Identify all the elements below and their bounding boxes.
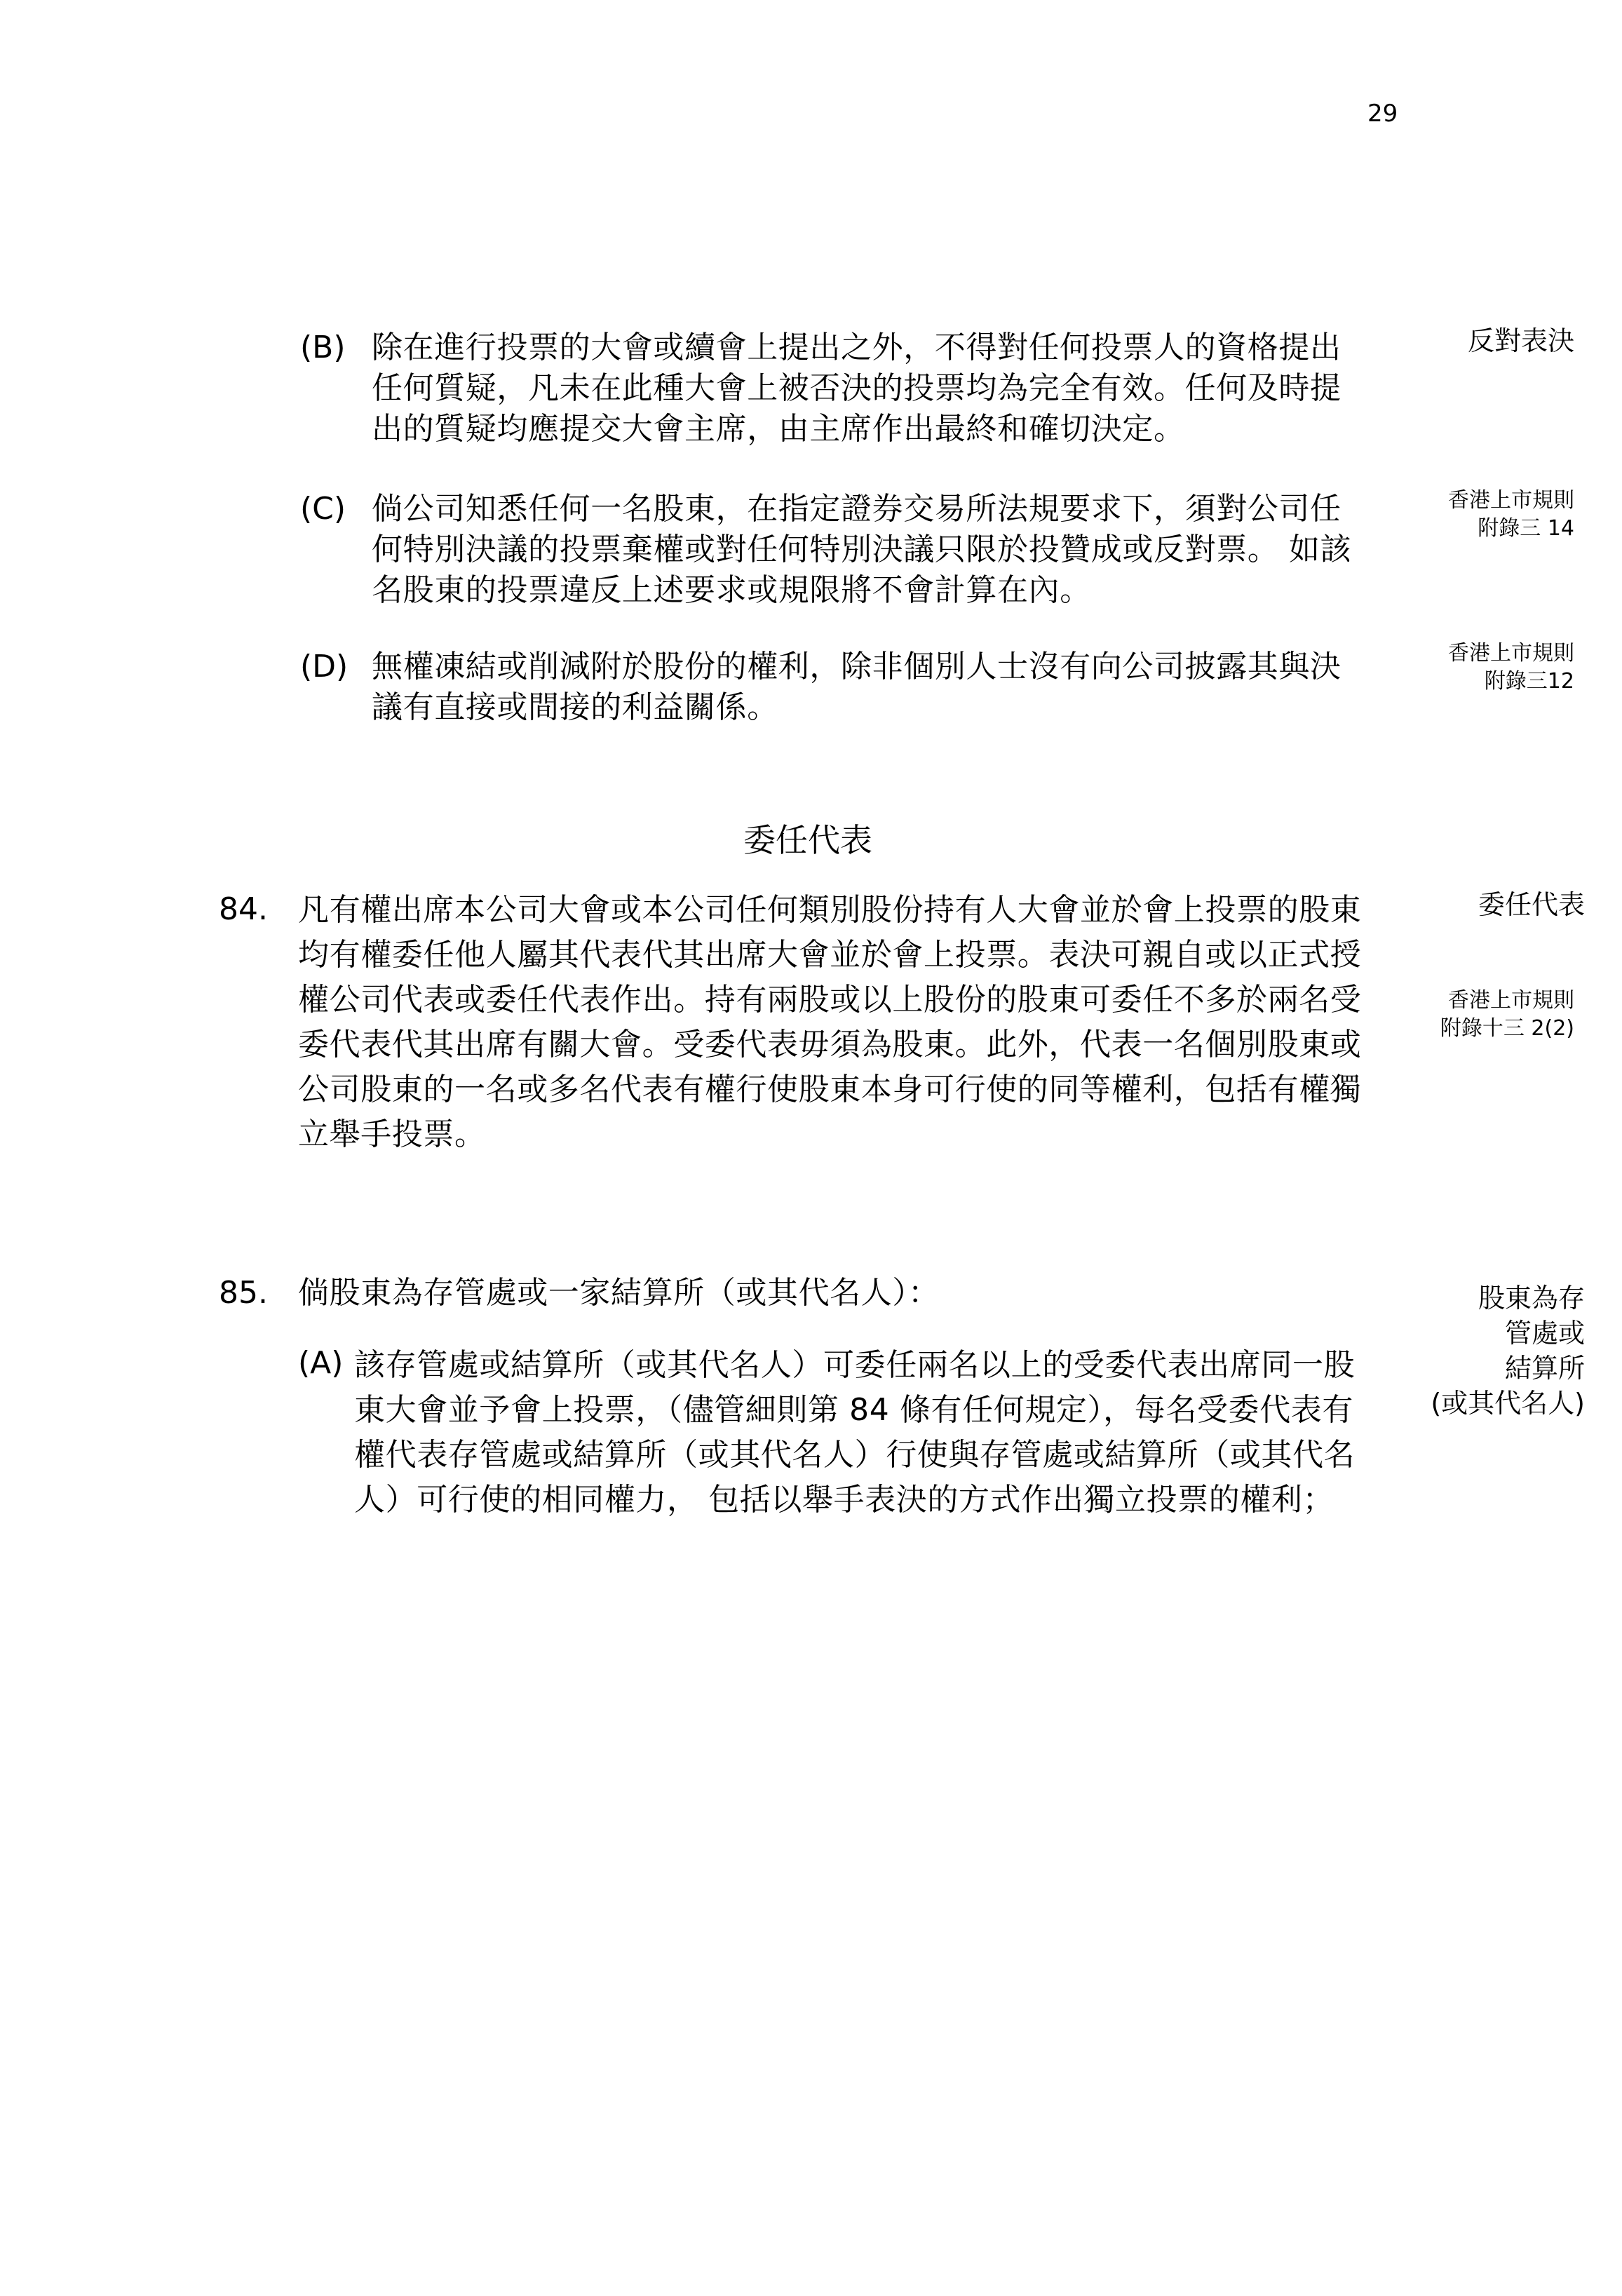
article-84-line: 均有權委任他人屬其代表代其出席大會並於會上投票。表決可親自或以正式授 <box>298 937 1362 973</box>
article-85-margin-note <box>1431 1281 1585 1421</box>
clause-b-label: (B) <box>300 330 346 365</box>
article-85-intro: 倘股東為存管處或一家結算所（或其代名人）： <box>298 1275 940 1311</box>
margin-note-line: 香港上市規則 <box>1448 488 1574 513</box>
margin-note-line: 委任代表 <box>1478 889 1585 920</box>
page-number: 29 <box>1367 100 1398 128</box>
clause-b-margin-note <box>1468 323 1574 358</box>
clause-c-label: (C) <box>300 491 346 527</box>
article-85-a-line: 人）可行使的相同權力， 包括以舉手表決的方式作出獨立投票的權利； <box>354 1482 1334 1518</box>
margin-note-line: 管處或 <box>1504 1318 1585 1349</box>
clause-c-line: 名股東的投票違反上述要求或規限將不會計算在內。 <box>372 572 1091 608</box>
clause-b-line: 任何質疑，凡未在此種大會上被否決的投票均為完全有效。任何及時提 <box>372 370 1341 406</box>
margin-note-line: 香港上市規則 <box>1448 641 1574 666</box>
article-85-a-line: 權代表存管處或結算所（或其代名人）行使與存管處或結算所（或其代名 <box>354 1437 1356 1473</box>
clause-d-margin-note <box>1448 640 1574 696</box>
article-85-a-line: 該存管處或結算所（或其代名人）可委任兩名以上的受委代表出席同一股 <box>354 1347 1356 1383</box>
margin-note-line: 附錄三12 <box>1484 669 1574 694</box>
article-84-line: 公司股東的一名或多名代表有權行使股東本身可行使的同等權利，包括有權獨 <box>298 1072 1362 1107</box>
article-85-a-text <box>354 1343 1355 1522</box>
margin-note-line: 結算所 <box>1504 1353 1585 1384</box>
clause-c-margin-note <box>1448 487 1574 543</box>
clause-b-line: 出的質疑均應提交大會主席，由主席作出最終和確切決定。 <box>372 411 1185 447</box>
article-85-a-label: (A) <box>298 1345 344 1381</box>
clause-c-line: 何特別決議的投票棄權或對任何特別決議只限於投贊成或反對票。 如該 <box>372 532 1352 567</box>
clause-d-line: 議有直接或間接的利益關係。 <box>372 689 778 725</box>
article-84-line: 凡有權出席本公司大會或本公司任何類別股份持有人大會並於會上投票的股東 <box>298 892 1362 928</box>
clause-c-text <box>372 489 1351 611</box>
clause-d-label: (D) <box>300 649 349 684</box>
clause-c-line: 倘公司知悉任何一名股東，在指定證券交易所法規要求下，須對公司任 <box>372 491 1341 527</box>
margin-note-line: 反對表決 <box>1467 325 1574 356</box>
margin-note-line: 附錄三 14 <box>1478 516 1574 541</box>
clause-b-text <box>372 327 1341 450</box>
margin-note-line: 附錄十三 2(2) <box>1440 1016 1574 1041</box>
clause-d-text <box>372 647 1341 728</box>
article-85-a-line: 東大會並予會上投票，（儘管細則第 84 條有任何規定），每名受委代表有 <box>354 1392 1353 1428</box>
article-84-line: 委代表代其出席有關大會。受委代表毋須為股東。此外，代表一名個別股東或 <box>298 1027 1362 1062</box>
margin-note-line: 香港上市規則 <box>1448 988 1574 1013</box>
article-84-line: 立舉手投票。 <box>298 1116 486 1152</box>
article-84-line: 權公司代表或委任代表作出。持有兩股或以上股份的股東可委任不多於兩名受 <box>298 982 1362 1018</box>
article-84-margin-title <box>1478 887 1585 922</box>
margin-note-line: 股東為存 <box>1478 1283 1585 1314</box>
margin-note-line: (或其代名人) <box>1431 1388 1585 1419</box>
article-84-number: 84. <box>219 891 268 927</box>
article-84-margin-rule <box>1440 987 1574 1043</box>
clause-d-line: 無權凍結或削減附於股份的權利，除非個別人士沒有向公司披露其與決 <box>372 649 1341 684</box>
clause-b-line: 除在進行投票的大會或續會上提出之外，不得對任何投票人的資格提出 <box>372 330 1341 365</box>
article-85-number: 85. <box>219 1275 268 1311</box>
section-heading: 委任代表 <box>743 821 872 859</box>
article-84-text <box>298 888 1361 1157</box>
